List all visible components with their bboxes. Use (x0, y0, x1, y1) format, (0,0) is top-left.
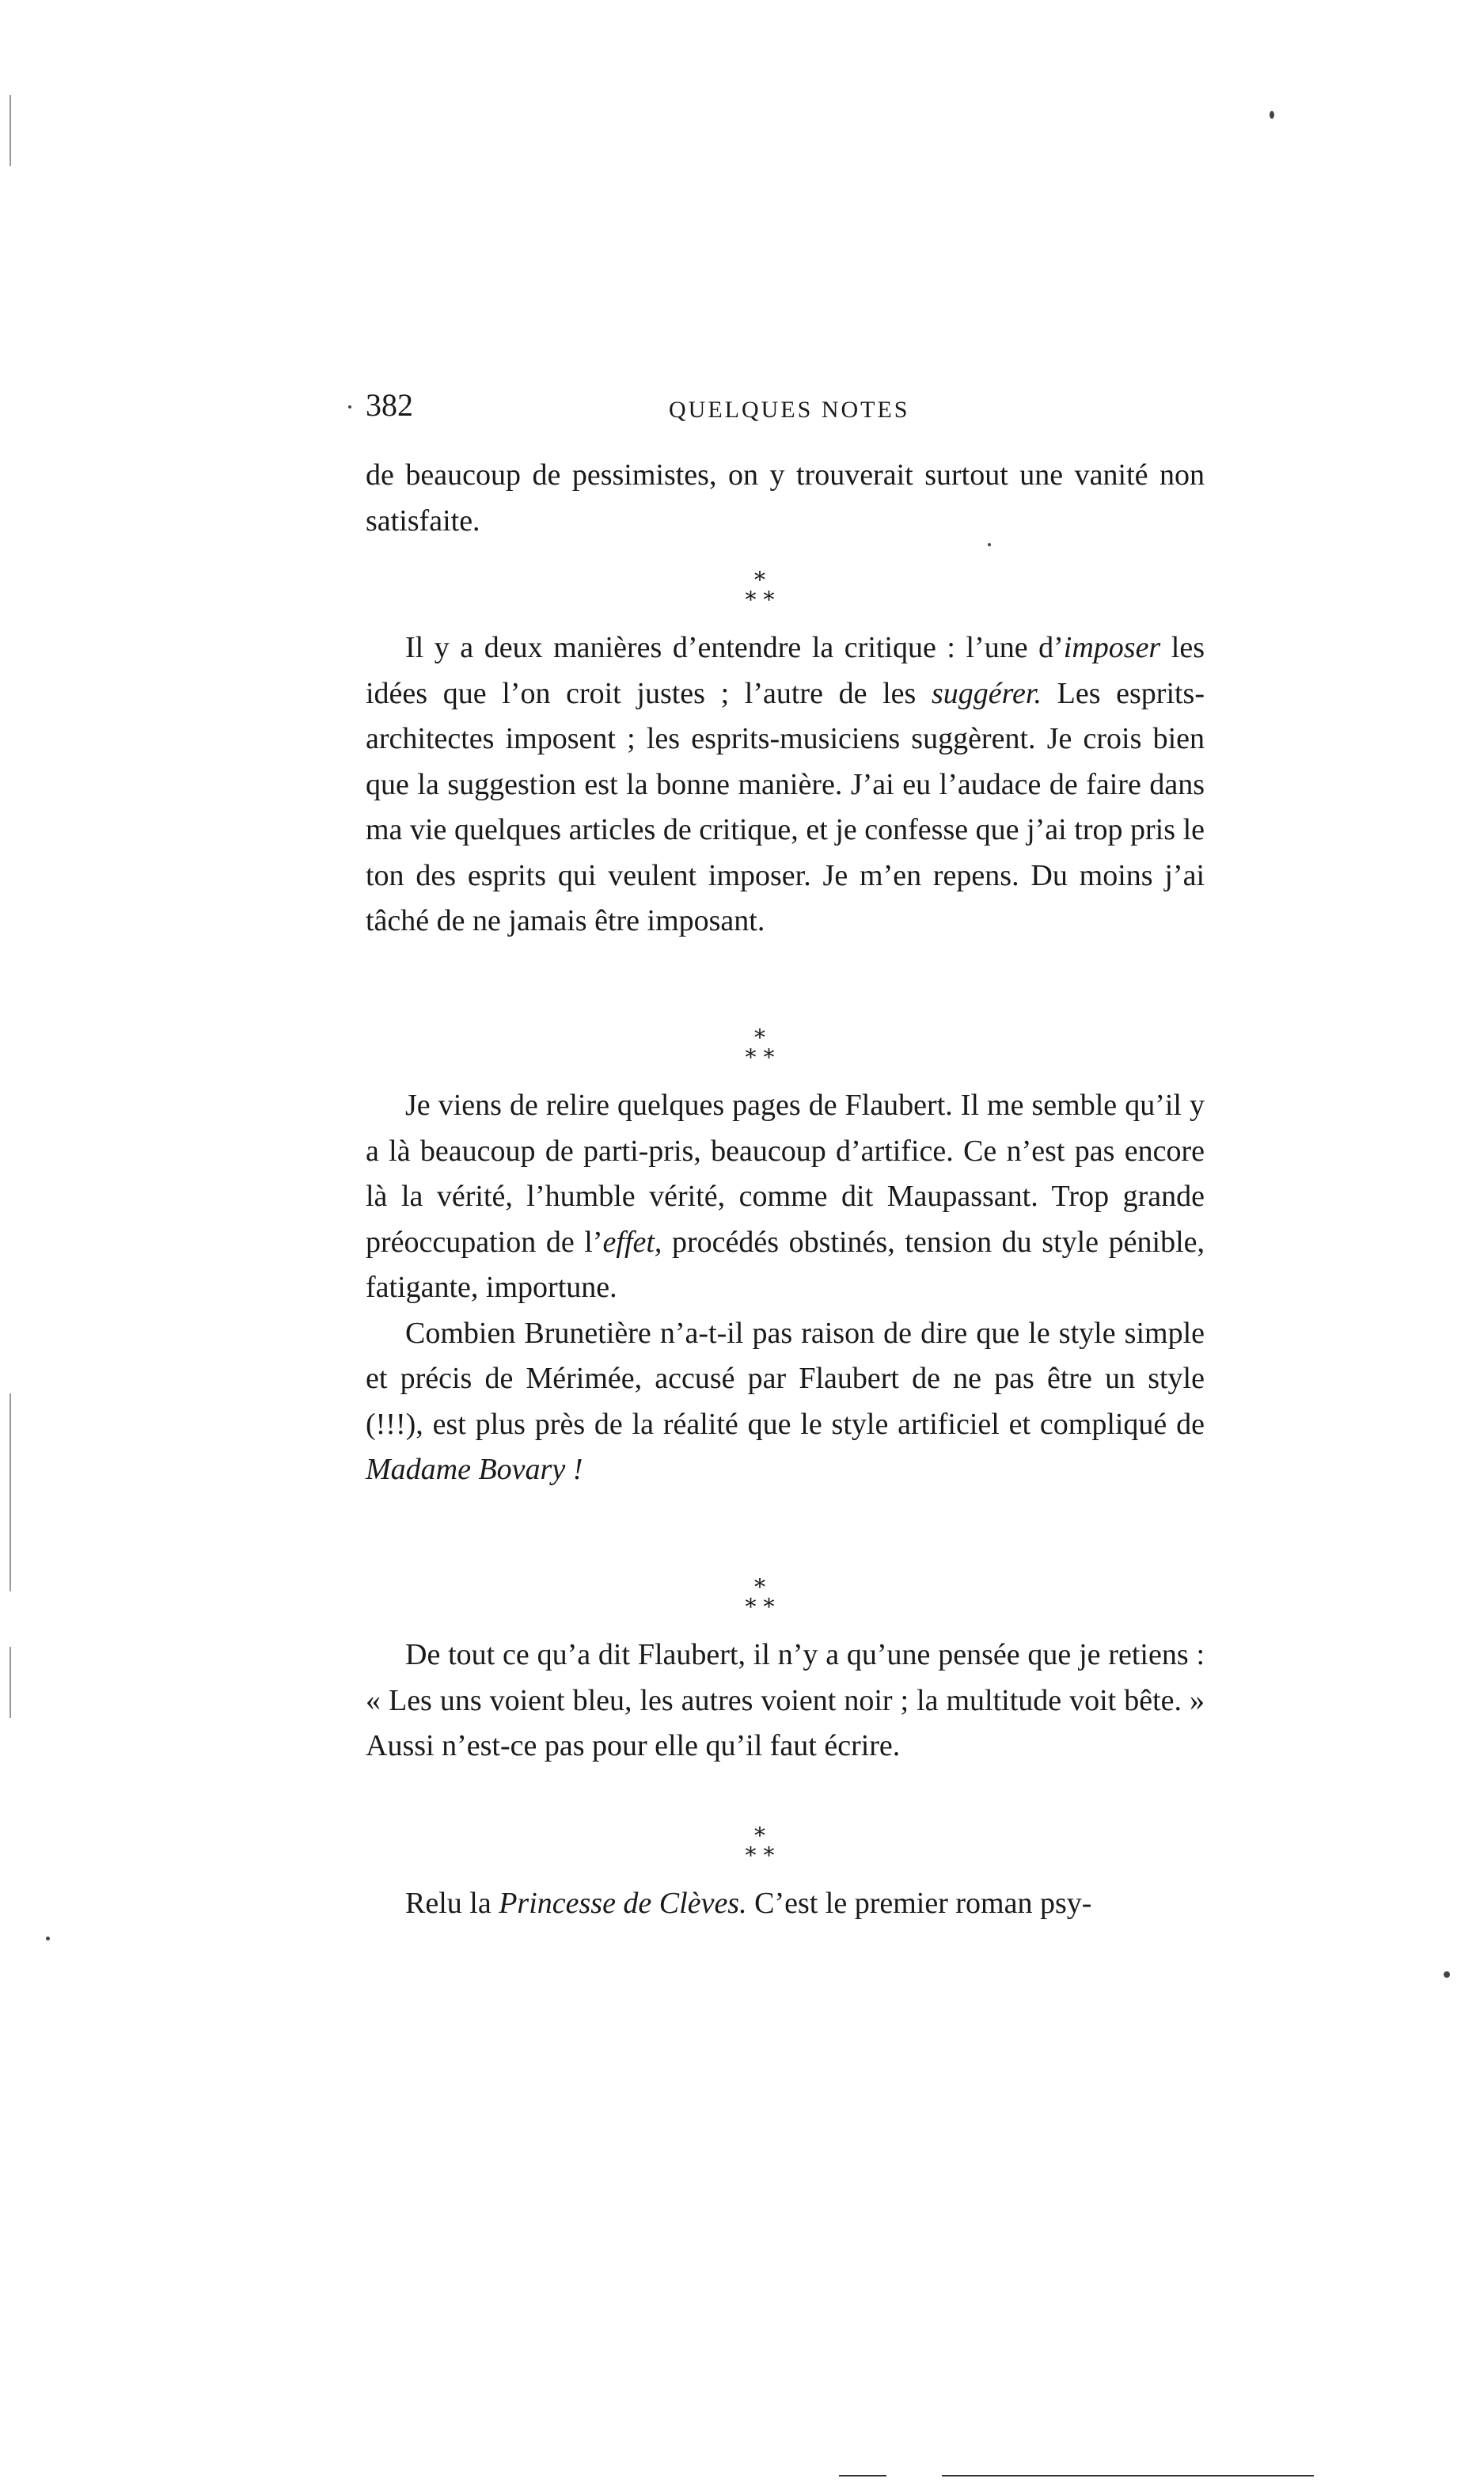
scan-speck (348, 405, 351, 409)
scan-rule (942, 2475, 1314, 2476)
paragraph (366, 1083, 1205, 1311)
text-run: Il y a deux manières d’entendre la critique : l’une d’ (405, 631, 1064, 664)
scan-edge-mark (9, 1393, 11, 1591)
paragraph (366, 1633, 1205, 1769)
paragraph (366, 625, 1205, 945)
text-run: Je viens de relire quelques pages de Flaubert. Il me semble qu’il y a là beaucoup de parti-pris, beaucoup d’artifice. Ce n’est pas encore là la vérité, l’humble vérité, comme dit Maupassant. Trop grande préoccupation de l’ (366, 1089, 1205, 1259)
text-run: Les esprits-architectes imposent ; les esprits-musiciens suggèrent. Je crois bien que la suggestion est la bonne manière. J’ai eu l’audace de faire dans ma vie quelques articles de critique, et je confesse que j’ai trop pris le ton des esprits qui veulent imposer. Je m’en repens. Du moins j’ai tâché de ne jamais être imposant. (366, 676, 1205, 937)
paragraph-continuation (366, 453, 1205, 544)
paragraph-princesse (366, 1881, 1205, 1927)
text-run: Relu la (405, 1887, 499, 1920)
text-run: procédés obstinés, tension du style pénible, fatigante, importune. (366, 1225, 1205, 1304)
paragraph (366, 453, 1205, 544)
paragraph (366, 1311, 1205, 1493)
paragraph-flaubert-quote (366, 1633, 1205, 1769)
text-run: De tout ce qu’a dit Flaubert, il n’y a qu’une pensée que je retiens : « Les uns voient bleu, les autres voient noir ; la multitude voit bête. » Aussi n’est-ce pas pour elle qu’il faut écrire. (366, 1638, 1205, 1762)
scan-edge-mark (9, 95, 11, 166)
scan-speck (988, 543, 991, 546)
running-title: QUELQUES NOTES (669, 397, 910, 423)
asterism-separator: * * * (745, 1823, 775, 1868)
italic-text: Princesse de Clèves. (499, 1887, 747, 1920)
scan-rule (839, 2475, 886, 2476)
italic-text: suggérer. (931, 676, 1042, 710)
text-run: les idées que l’on croit justes ; l’autre de les (366, 631, 1205, 710)
italic-text: imposer (1063, 631, 1161, 664)
text-run: de beaucoup de pessimistes, on y trouverait surtout une vanité non satisfaite. (366, 458, 1205, 538)
page-number: 382 (366, 387, 413, 423)
paragraph-flaubert (366, 1083, 1205, 1493)
scan-speck (1270, 111, 1274, 119)
italic-text: Madame Bovary ! (366, 1453, 583, 1486)
asterism-separator: * * * (745, 1024, 775, 1070)
italic-text: effet, (602, 1225, 662, 1259)
scan-edge-mark (9, 1647, 11, 1718)
scan-speck (1444, 1971, 1450, 1978)
paragraph-critique (366, 625, 1205, 945)
asterism-separator: * * * (745, 567, 775, 613)
asterism-separator: * * * (745, 1574, 775, 1620)
text-run: C’est le premier roman psy- (746, 1887, 1092, 1920)
text-run: Combien Brunetière n’a-t-il pas raison de dire que le style simple et précis de Mérimée, accusé par Flaubert de ne pas être un style (!!!), est plus près de la réalité que le style artificiel et compliqué de (366, 1316, 1205, 1441)
paragraph (366, 1881, 1205, 1927)
scan-speck (46, 1937, 50, 1941)
